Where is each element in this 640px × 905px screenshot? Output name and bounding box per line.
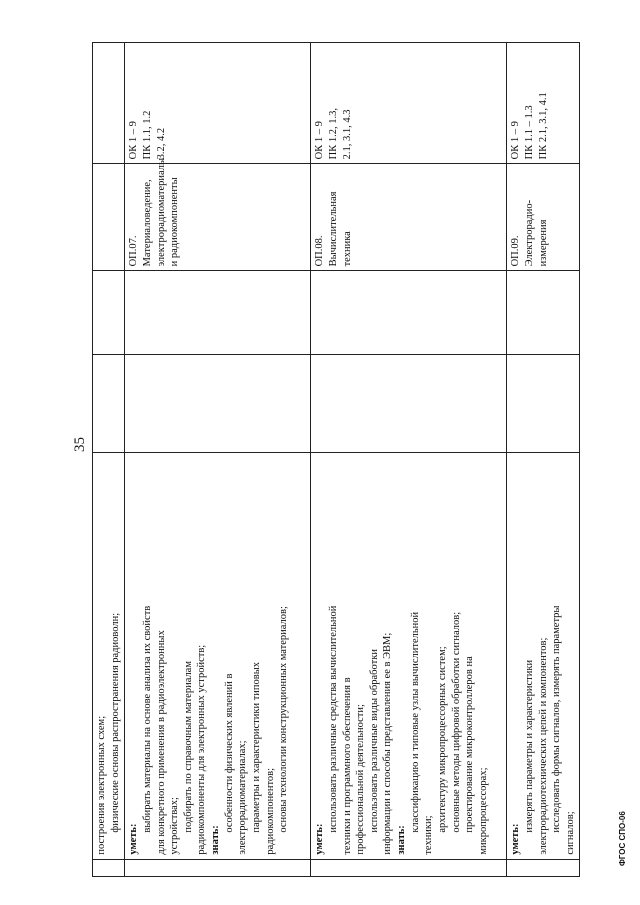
text-line: архитектуру микропроцессорных систем; [437,646,449,833]
content-cell [311,452,507,859]
codes-cell [125,43,311,164]
section-label: знать: [210,825,222,855]
discipline-cell [93,164,125,271]
discipline-cell [507,164,580,271]
row-index-cell [93,859,125,876]
discipline-line: и радиокомпоненты [169,177,181,267]
competency-code-line: ОК 1 – 9 [510,121,522,160]
competency-code-line: ОК 1 – 9 [128,121,140,160]
discipline-line: ОП.09. Электрорадио- [510,199,535,267]
footer-label: ФГОС СПО-06 [618,811,627,866]
text-line: профессиональной деятельности; [355,704,367,855]
empty-cell [507,271,580,355]
text-line: особенности физических явлений в [223,673,235,833]
discipline-cell [125,157,311,271]
codes-cell [93,43,125,164]
competency-code-line: 3.2, 4.2 [155,127,167,160]
text-line: устройствах; [169,797,181,855]
competency-code-line: ПК 1.2, 1.3, [327,108,339,160]
discipline-line: ОП.08. [314,235,326,267]
discipline-cell [311,164,507,271]
table-row [507,43,580,877]
empty-cell [93,271,125,355]
discipline-line: ОП.07. [128,235,140,267]
text-line: классификацию и типовые узлы вычислительной [409,611,421,833]
content-cell [507,452,580,859]
text-line: использовать различные виды обработки [368,649,380,833]
table-row [311,43,507,877]
row-index-cell [507,859,580,876]
text-line: физические основы распространения радиоволн; [109,612,121,833]
section-label: уметь: [510,823,522,855]
content-cell [93,452,125,859]
codes-cell [507,43,580,164]
page-number: 35 [72,437,88,452]
table-row [125,43,311,877]
empty-cell [311,271,507,355]
text-line: основы технологии конструкционных материалов; [278,606,290,833]
competency-code-line: 2.1, 3.1, 4.3 [341,109,353,160]
text-line: техники и программного обеспечения в [341,677,353,855]
rotated-table-sheet [92,42,576,877]
discipline-line: измерения [537,219,549,267]
discipline-line: электрорадиоматериалы [155,157,167,267]
discipline-line: Вычислительная [327,191,339,267]
empty-cell [507,355,580,453]
row-index-cell [125,859,311,876]
section-label: знать: [396,825,408,855]
competency-code-line: ПК 1.1 – 1.3 [523,105,535,160]
competency-code-line: ПК 2.1, 3.1, 4.1 [537,92,549,160]
text-line: радиокомпоненты для электронных устройств; [196,644,208,855]
text-line: для конкретного применения в радиоэлектронных [155,630,167,855]
row-index-cell [311,859,507,876]
text-line: сигналов; [564,811,576,855]
text-line: измерять параметры и характеристики [523,659,535,833]
empty-cell [125,271,311,355]
text-line: основные методы цифровой обработки сигналов; [450,611,462,833]
codes-cell [311,43,507,164]
text-line: выбирать материалы на основе анализа их свойств [141,605,153,833]
section-label: уметь: [128,823,140,855]
text-line: построения электронных схем; [96,715,107,855]
competency-code-line: ОК 1 – 9 [314,121,326,160]
text-line: электрорадиотехнических цепей и компонентов; [537,637,549,855]
competency-table [92,42,580,877]
empty-cell [125,355,311,453]
text-line: радиокомпонентов; [264,767,276,855]
content-cell [125,452,311,859]
table-row [93,43,125,877]
discipline-line: техника [341,231,353,267]
empty-cell [93,355,125,453]
section-label: уметь: [314,823,326,855]
text-line: электрорадиоматериалах; [237,740,249,855]
text-line: исследовать формы сигналов, измерять параметры [551,605,563,833]
text-line: параметры и характеристики типовых [251,661,263,833]
empty-cell [311,355,507,453]
text-line: информации и способы представления ее в ЭВМ; [382,632,394,855]
text-line: техники; [423,815,435,855]
discipline-line: Материаловедение, [141,179,153,267]
text-line: проектирование микроконтроллеров на [464,656,476,833]
text-line: использовать различные средства вычислительной [327,605,339,833]
text-line: микропроцессорах; [477,767,489,855]
competency-code-line: ПК 1.1, 1.2 [141,110,153,160]
text-line: подбирать по справочным материалам [182,661,194,833]
